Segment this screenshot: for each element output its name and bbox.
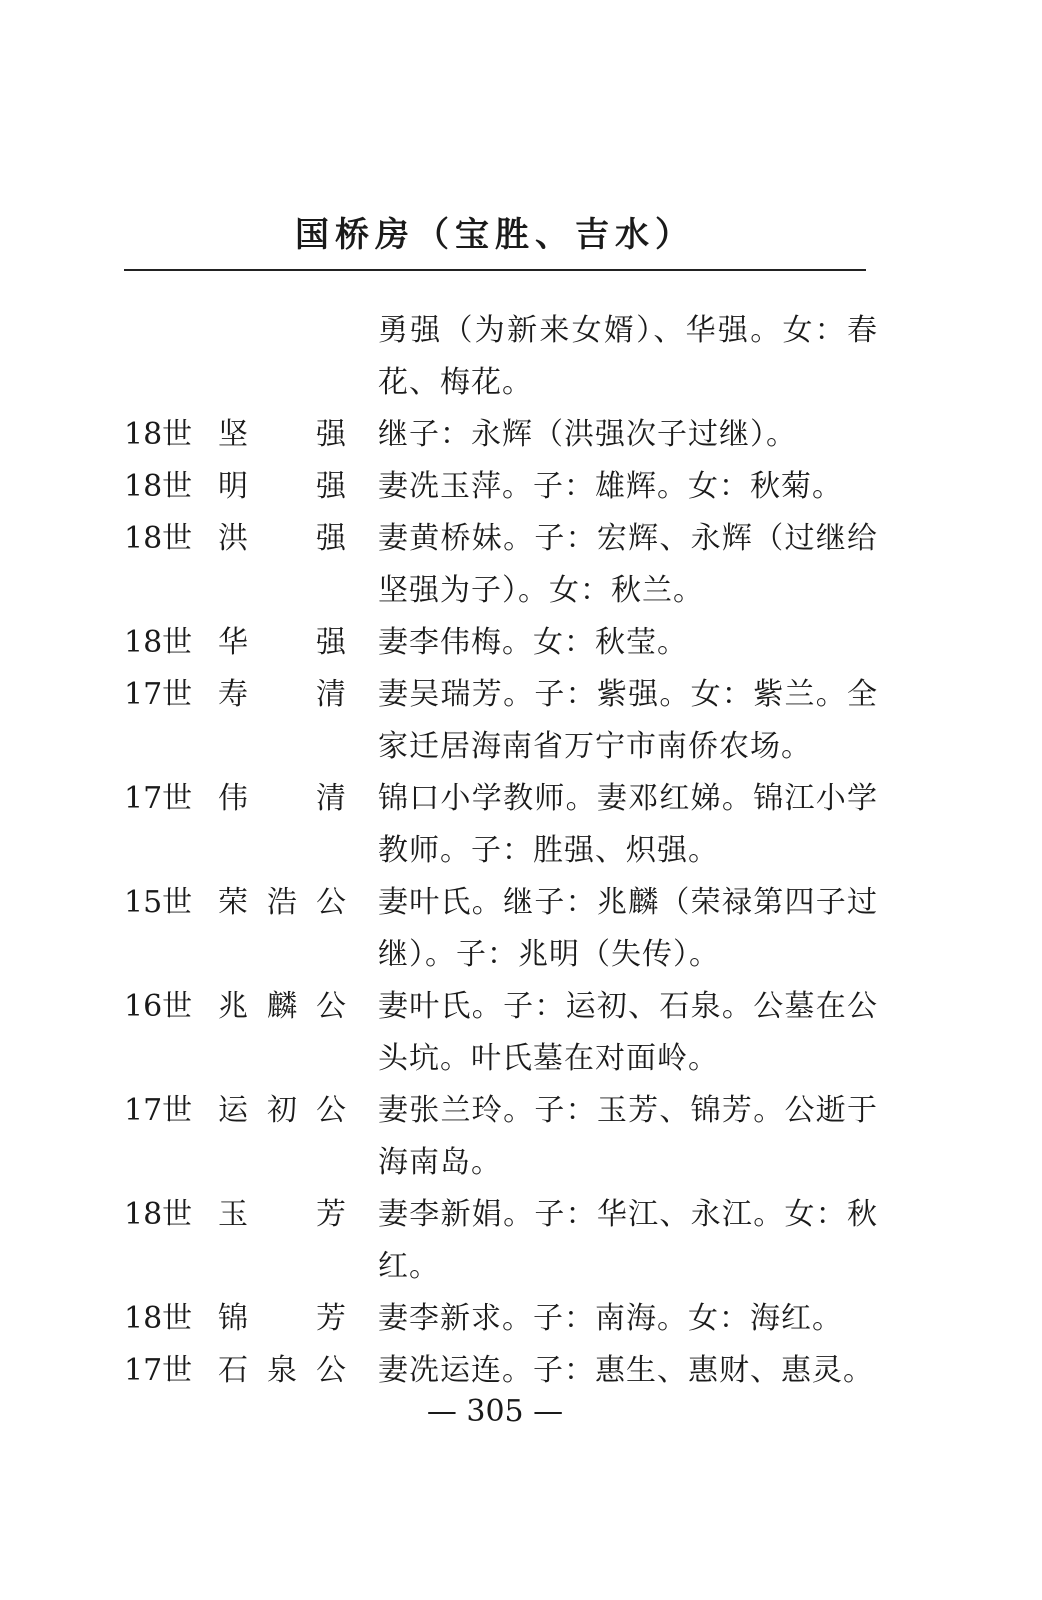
entry-generation-blank (124, 305, 218, 409)
entry-description: 妻黄桥妹。子：宏辉、永辉（过继给坚强为子）。女：秋兰。 (378, 521, 878, 608)
page-title: 国桥房（宝胜、吉水） (295, 215, 695, 255)
entry-name: 坚强 (218, 417, 346, 452)
entry-description: 锦口小学教师。妻邓红娣。锦江小学教师。子：胜强、炽强。 (378, 781, 878, 868)
entry-mingqiang (124, 461, 884, 513)
genealogy-body (124, 305, 884, 1397)
entry-description: 继子：永辉（洪强次子过继）。 (378, 417, 797, 452)
entry-generation: 16世 (124, 989, 193, 1024)
entry-description: 妻叶氏。继子：兆麟（荣禄第四子过继）。子：兆明（失传）。 (378, 885, 878, 972)
entry-yunchugong (124, 1085, 884, 1189)
entry-description: 妻李新求。子：南海。女：海红。 (378, 1301, 843, 1336)
entry-description: 妻张兰玲。子：玉芳、锦芳。公逝于海南岛。 (378, 1093, 878, 1180)
entry-generation: 18世 (124, 1197, 193, 1232)
entry-generation: 17世 (124, 781, 193, 816)
continuation-entry (124, 305, 884, 409)
entry-name: 华强 (218, 625, 346, 660)
entry-name: 明强 (218, 469, 346, 504)
entry-name: 运初公 (218, 1093, 346, 1128)
entry-generation: 18世 (124, 469, 193, 504)
entry-name: 锦芳 (218, 1301, 346, 1336)
entry-hongqiang (124, 513, 884, 617)
entry-name-blank (218, 305, 346, 409)
entry-description: 妻李新娟。子：华江、永江。女：秋红。 (378, 1197, 878, 1284)
page-number: — 305 — (426, 1394, 564, 1429)
entry-name: 玉芳 (218, 1197, 346, 1232)
entry-zhaolingong (124, 981, 884, 1085)
entry-generation: 18世 (124, 1301, 193, 1336)
entry-generation: 18世 (124, 521, 193, 556)
entry-name: 兆麟公 (218, 989, 346, 1024)
entry-weiqing (124, 773, 884, 877)
entry-huaqiang (124, 617, 884, 669)
header-rule (124, 269, 866, 271)
entry-shouqing (124, 669, 884, 773)
entry-ronghaogong (124, 877, 884, 981)
entry-description: 妻李伟梅。女：秋莹。 (378, 625, 688, 660)
entry-generation: 18世 (124, 417, 193, 452)
entry-yufang (124, 1189, 884, 1293)
entry-generation: 15世 (124, 885, 193, 920)
entry-name: 伟清 (218, 781, 346, 816)
entry-generation: 17世 (124, 677, 193, 712)
entry-description: 妻叶氏。子：运初、石泉。公墓在公头坑。叶氏墓在对面岭。 (378, 989, 878, 1076)
entry-name: 石泉公 (218, 1353, 346, 1388)
entry-generation: 18世 (124, 625, 193, 660)
entry-jinfang (124, 1293, 884, 1345)
entry-name: 荣浩公 (218, 885, 346, 920)
entry-name: 洪强 (218, 521, 346, 556)
entry-generation: 17世 (124, 1093, 193, 1128)
entry-generation: 17世 (124, 1353, 193, 1388)
entry-description: 妻吴瑞芳。子：紫强。女：紫兰。全家迁居海南省万宁市南侨农场。 (378, 677, 878, 764)
entry-description: 妻冼玉萍。子：雄辉。女：秋菊。 (378, 469, 843, 504)
entry-description: 妻冼运连。子：惠生、惠财、惠灵。 (378, 1353, 874, 1388)
entry-name: 寿清 (218, 677, 346, 712)
entry-jianqiang (124, 409, 884, 461)
continuation-text: 勇强（为新来女婿）、华强。女：春花、梅花。 (378, 313, 878, 400)
